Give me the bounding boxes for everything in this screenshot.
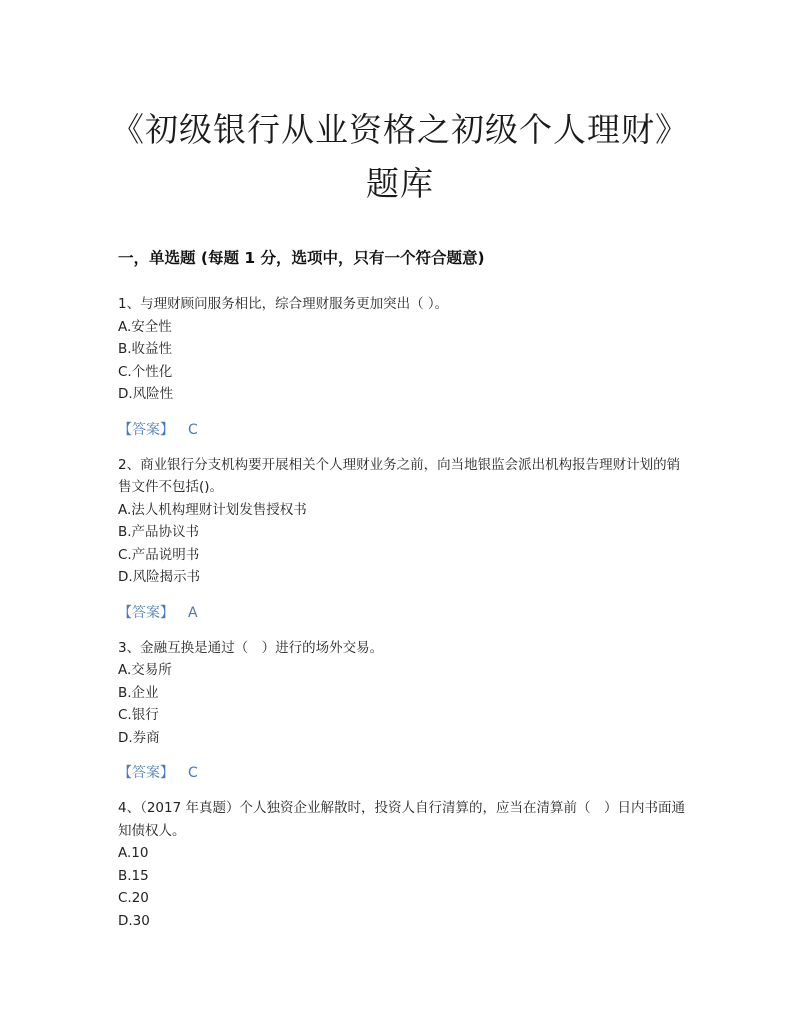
option-d: D.风险揭示书 <box>118 569 201 585</box>
answer-value: A <box>188 604 198 621</box>
option-c: C.20 <box>118 890 149 906</box>
answer-line <box>118 762 688 784</box>
question-stem: 1、与理财顾问服务相比，综合理财服务更加突出（ ）。 <box>118 296 449 312</box>
option-c: C.银行 <box>118 707 159 723</box>
option-c: C.个性化 <box>118 363 173 380</box>
answer-line <box>118 419 688 441</box>
question-1 <box>118 293 688 441</box>
answer-value: C <box>188 421 198 438</box>
question-list <box>118 293 688 932</box>
answer-label: 【答案】 <box>118 765 174 781</box>
option-d: D.30 <box>118 912 150 929</box>
option-b: B.15 <box>118 867 149 884</box>
option-b: B.产品协议书 <box>118 524 200 540</box>
option-b: B.收益性 <box>118 341 173 357</box>
question-stem: 4、（2017 年真题）个人独资企业解散时，投资人自行清算的，应当在清算前（ ）日内书面通知债权人。 <box>118 800 685 839</box>
option-d: D.券商 <box>118 729 160 746</box>
question-stem: 2、商业银行分支机构要开展相关个人理财业务之前，向当地银监会派出机构报告理财计划的销售文件不包括()。 <box>118 456 681 495</box>
option-d: D.风险性 <box>118 386 174 402</box>
answer-value: C <box>188 765 198 781</box>
option-a: A.10 <box>118 845 149 861</box>
option-a: A.法人机构理财计划发售授权书 <box>118 501 307 518</box>
document-title: 《初级银行从业资格之初级个人理财》题库 <box>111 110 689 203</box>
option-a: A.交易所 <box>118 662 172 678</box>
question-3 <box>118 637 688 785</box>
answer-line <box>118 602 688 624</box>
option-b: B.企业 <box>118 684 159 701</box>
question-2 <box>118 454 688 624</box>
section-heading: 一，单选题 (每题 1 分，选项中，只有一个符合题意) <box>118 249 485 267</box>
answer-label: 【答案】 <box>118 604 174 621</box>
question-stem: 3、金融互换是通过（ ）进行的场外交易。 <box>118 639 384 656</box>
answer-label: 【答案】 <box>118 421 174 438</box>
option-a: A.安全性 <box>118 318 172 335</box>
option-c: C.产品说明书 <box>118 546 200 563</box>
question-4 <box>118 797 688 932</box>
